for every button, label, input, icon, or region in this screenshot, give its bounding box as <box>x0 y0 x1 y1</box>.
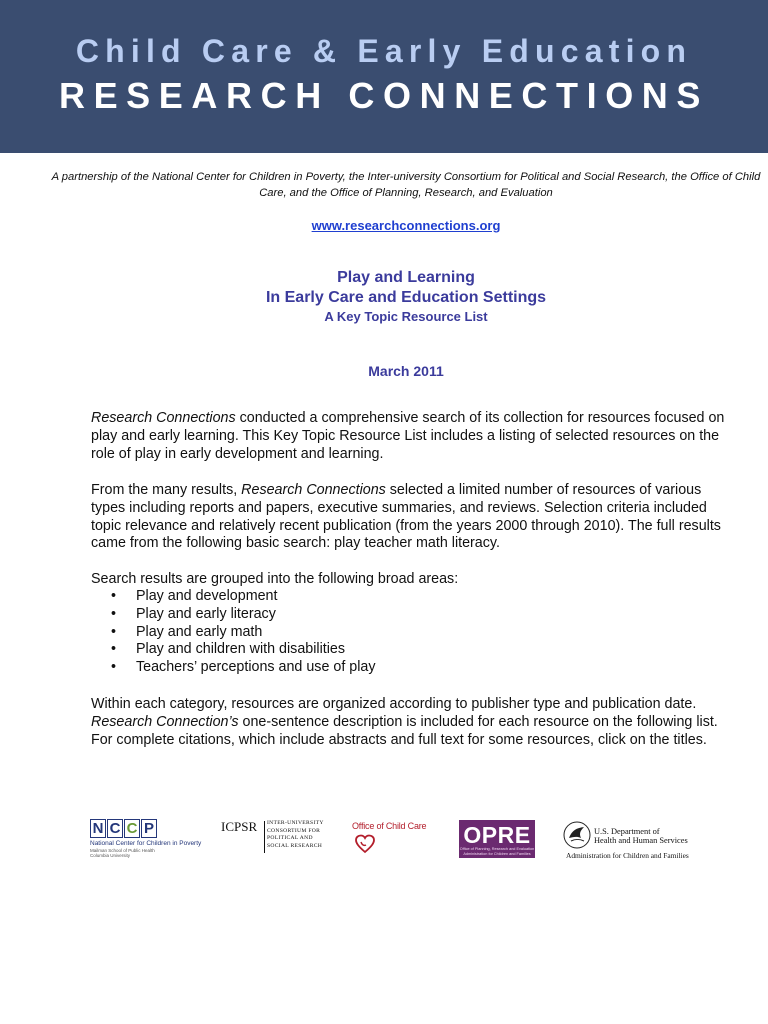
nccp-letter: C <box>107 819 123 838</box>
bullet: • <box>111 641 117 658</box>
bullet: • <box>111 659 117 676</box>
intro-text: conducted a comprehensive search of its collection for resources focused on play and early learning. This Key Topic Resource List includes a listing of selected resources on the role of play in early development and learning. <box>91 410 725 462</box>
nccp-name: National Center for Children in Poverty <box>90 840 202 847</box>
organization-paragraph <box>91 696 731 749</box>
hhs-name <box>594 827 688 845</box>
icpsr-line: POLITICAL AND <box>267 835 313 842</box>
opre-logo <box>459 820 535 858</box>
hhs-acf: Administration for Children and Families <box>566 851 689 860</box>
icpsr-mark: ICPSR <box>221 819 258 834</box>
title-line-1: Play and Learning <box>337 269 475 286</box>
list-item-label: Teachers’ perceptions and use of play <box>136 659 376 676</box>
opre-sub-line: Office of Planning, Research and Evaluation <box>459 847 535 851</box>
areas-list <box>111 588 376 677</box>
organization-text-end: one-sentence description is included for each resource on the following list. For complete citations, which include abstracts and full text for some resources, click on the titles. <box>91 713 718 748</box>
hhs-line: Health and Human Services <box>594 836 688 845</box>
occ-name: Office of Child Care <box>352 821 427 831</box>
nccp-logo <box>90 819 205 869</box>
nccp-university: Columbia University <box>90 853 131 858</box>
hhs-logo <box>562 820 692 864</box>
opre-subtitle <box>459 847 535 856</box>
icpsr-logo <box>221 819 341 859</box>
publication-date: March 2011 <box>368 363 444 379</box>
nccp-letter: N <box>90 819 106 838</box>
document-title <box>0 268 768 326</box>
organization-text-start: Within each category, resources are organized according to publisher type and publication date. <box>91 696 697 712</box>
list-item-label: Play and children with disabilities <box>136 641 346 658</box>
list-item-label: Play and early literacy <box>136 605 276 622</box>
website-link[interactable]: www.researchconnections.org <box>311 218 501 233</box>
icpsr-line: CONSORTIUM FOR <box>267 827 321 834</box>
method-italic: Research Connections <box>241 482 386 498</box>
bullet: • <box>111 605 117 622</box>
opre-mark: OPRE <box>463 822 531 848</box>
title-line-2: In Early Care and Education Settings <box>265 289 547 306</box>
hhs-eagle-icon <box>562 820 592 850</box>
icpsr-line: SOCIAL RESEARCH <box>267 842 323 849</box>
areas-intro: Search results are grouped into the following broad areas: <box>91 571 459 587</box>
partner-logos <box>0 815 768 875</box>
intro-paragraph <box>91 410 731 463</box>
intro-italic: Research Connections <box>91 410 236 426</box>
header-banner <box>0 0 768 153</box>
office-of-child-care-logo <box>350 819 440 859</box>
partnership-statement: A partnership of the National Center for Children in Poverty, the Inter-university Consortium for Political and Social Research, the Office of Child Care, and the Office of Planning, Research, and Evaluation <box>51 171 761 199</box>
nccp-mark <box>90 819 205 838</box>
title-line-3: A Key Topic Resource List <box>324 309 488 324</box>
method-text-start: From the many results, <box>91 482 242 498</box>
method-paragraph <box>91 482 731 553</box>
banner-subtitle: Child Care & Early Education <box>75 33 693 69</box>
hhs-line: U.S. Department of <box>594 827 660 836</box>
list-item <box>111 659 376 677</box>
nccp-letter: C <box>124 819 140 838</box>
list-item <box>111 641 376 659</box>
bullet: • <box>111 623 117 640</box>
bullet: • <box>111 588 117 604</box>
nccp-school: Mailman School of Public Health <box>90 848 155 853</box>
banner-title: RESEARCH CONNECTIONS <box>58 75 710 116</box>
list-item <box>111 588 376 606</box>
list-item-label: Play and development <box>136 588 278 604</box>
heart-icon <box>354 833 376 855</box>
icpsr-divider <box>264 821 265 853</box>
opre-sub-line: Administration for Children and Families <box>463 851 531 856</box>
method-text-end: selected a limited number of resources of various types including reports and papers, executive summaries, and reviews. Selection criteria included topic relevance and relatively recent publication (from the years 2000 through 2010). The full results came from the following basic search: play teacher math literacy. <box>91 482 721 552</box>
organization-italic: Research Connection’s <box>91 713 239 730</box>
icpsr-name <box>267 820 324 850</box>
list-item <box>111 624 376 642</box>
list-item-label: Play and early math <box>136 623 263 640</box>
nccp-letter: P <box>141 819 157 838</box>
icpsr-line: INTER-UNIVERSITY <box>267 820 324 826</box>
list-item <box>111 606 376 624</box>
